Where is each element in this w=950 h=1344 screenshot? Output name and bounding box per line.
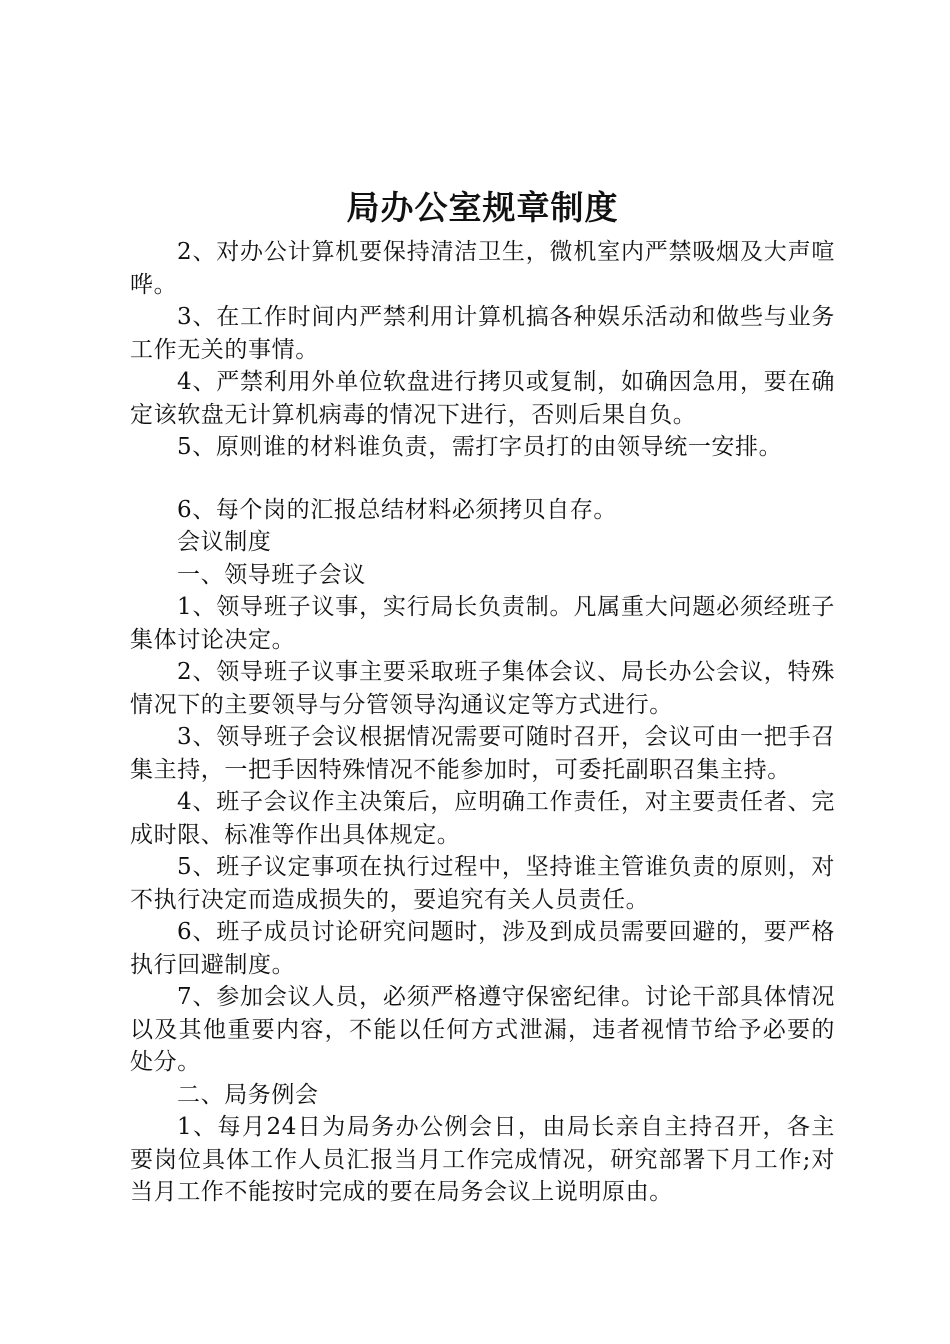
paragraph-leadership-rule-7: 7、参加会议人员，必须严格遵守保密纪律。讨论干部具体情况以及其他重要内容，不能以任何方式泄漏，违者视情节给予必要的处分。 — [130, 984, 835, 1075]
paragraph-bureau-rule-1: 1、每月24日为局务办公例会日，由局长亲自主持召开，各主要岗位具体工作人员汇报当月工作完成情况，研究部署下月工作;对当月工作不能按时完成的要在局务会议上说明原由。 — [130, 1114, 835, 1205]
paragraph-leadership-rule-4: 4、班子会议作主决策后，应明确工作责任，对主要责任者、完成时限、标准等作出具体规定。 — [130, 789, 835, 848]
subsection-heading-leadership-meeting: 一、领导班子会议 — [177, 561, 366, 588]
document-page — [130, 180, 835, 1209]
paragraph-leadership-rule-5: 5、班子议定事项在执行过程中，坚持谁主管谁负责的原则，对不执行决定而造成损失的，要追究有关人员责任。 — [130, 854, 835, 913]
paragraph-material-responsibility: 5、原则谁的材料谁负责，需打字员打的由领导统一安排。 — [177, 434, 783, 460]
paragraph-report-backup: 6、每个岗的汇报总结材料必须拷贝自存。 — [177, 496, 618, 523]
paragraph-leadership-rule-1: 1、领导班子议事，实行局长负责制。凡属重大问题必须经班子集体讨论决定。 — [130, 594, 835, 653]
subsection-heading-bureau-meeting: 二、局务例会 — [177, 1081, 319, 1108]
paragraph-no-entertainment: 3、在工作时间内严禁利用计算机搞各种娱乐活动和做些与业务工作无关的事情。 — [130, 304, 835, 363]
document-title: 局办公室规章制度 — [346, 188, 619, 227]
paragraph-leadership-rule-3: 3、领导班子会议根据情况需要可随时召开，会议可由一把手召集主持，一把手因特殊情况不能参加时，可委托副职召集主持。 — [130, 724, 835, 783]
paragraph-leadership-rule-2: 2、领导班子议事主要采取班子集体会议、局长办公会议，特殊情况下的主要领导与分管领导沟通议定等方式进行。 — [130, 659, 835, 718]
paragraph-gap — [130, 464, 835, 494]
paragraph-leadership-rule-6: 6、班子成员讨论研究问题时，涉及到成员需要回避的，要严格执行回避制度。 — [130, 919, 835, 978]
paragraph-computer-hygiene: 2、对办公计算机要保持清洁卫生，微机室内严禁吸烟及大声喧哗。 — [130, 239, 835, 298]
section-heading-meeting-system: 会议制度 — [177, 529, 272, 555]
paragraph-external-disks: 4、严禁利用外单位软盘进行拷贝或复制，如确因急用，要在确定该软盘无计算机病毒的情况下进行，否则后果自负。 — [130, 369, 835, 428]
